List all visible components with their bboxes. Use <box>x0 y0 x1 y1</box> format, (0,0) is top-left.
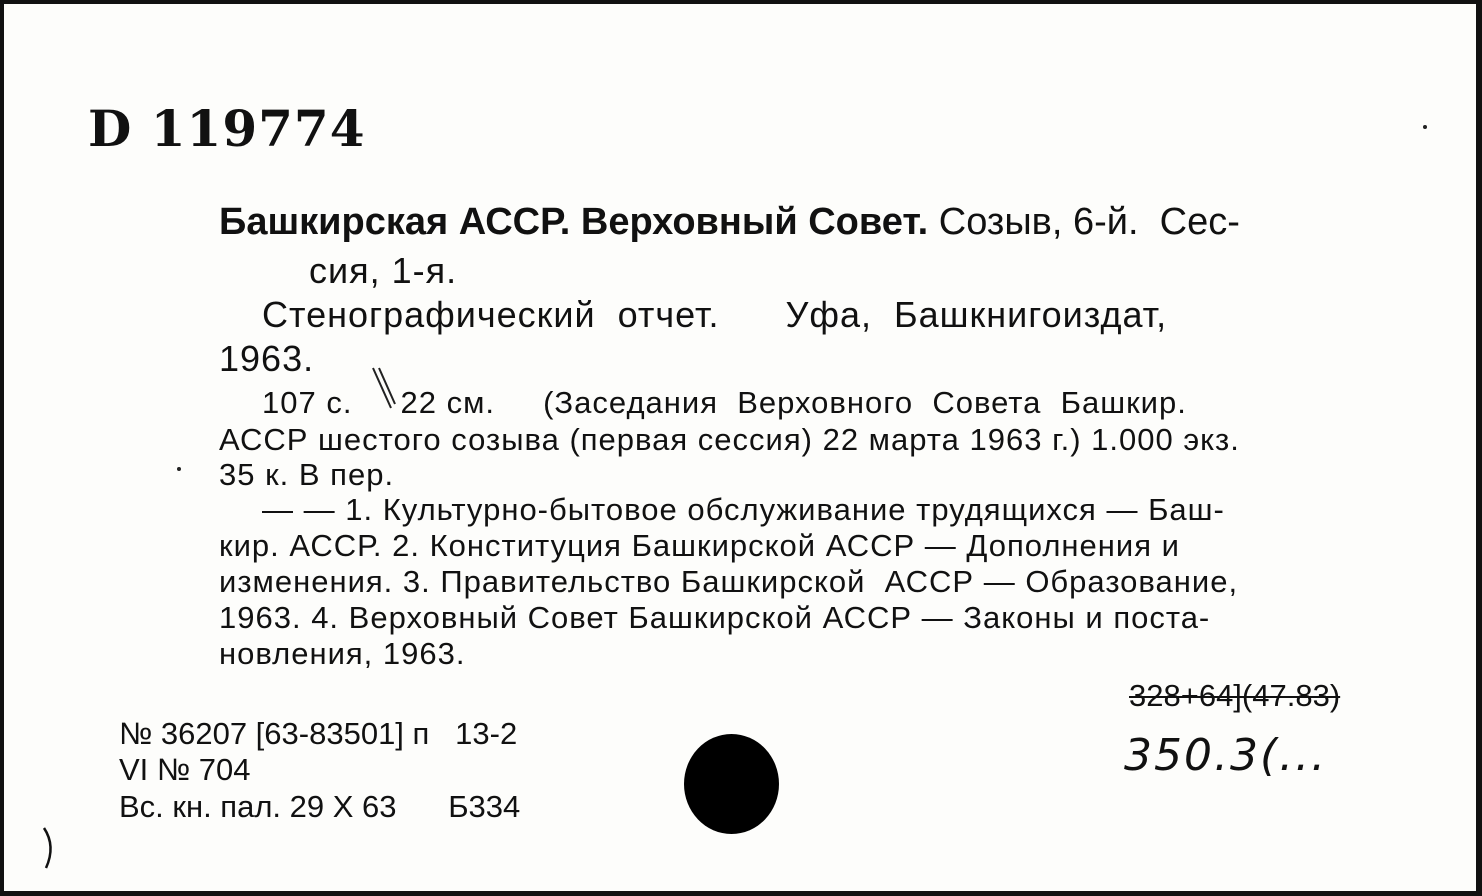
entry-physical-description: 107 с. 22 см. (Заседания Верховного Совета Башкир. <box>262 385 1187 420</box>
heading-author: Башкирская АССР. Верховный Совет. <box>219 201 929 243</box>
classification-old: 328+64](47.83) <box>1129 678 1341 713</box>
subject-line-4: 1963. 4. Верховный Совет Башкирской АССР — Законы и поста- <box>219 600 1211 635</box>
subject-line-5: новления, 1963. <box>219 636 466 671</box>
subject-line-2: кир. АССР. 2. Конституция Башкирской АССР — Дополнения и <box>219 528 1180 563</box>
punch-hole <box>684 734 779 834</box>
entry-heading <box>219 203 1240 241</box>
entry-year-line: 1963. <box>219 338 315 379</box>
bracket-mark <box>34 824 64 874</box>
heading-edition: Созыв, 6-й. Сес- <box>928 201 1240 243</box>
entry-price-line: 35 к. В пер. <box>219 457 395 492</box>
footer-volume-number: VI № 704 <box>119 752 251 787</box>
inventory-number: D 119774 <box>88 99 366 158</box>
entry-title-line: Стенографический отчет. Уфа, Башкнигоиздат, <box>262 294 1168 335</box>
classification-new-handwritten: 350.3(... <box>1124 730 1328 781</box>
pencil-mark <box>369 364 399 414</box>
speck-mark <box>174 464 184 474</box>
subject-line-1: — — 1. Культурно-бытовое обслуживание трудящихся — Баш- <box>262 492 1225 527</box>
speck-mark <box>1420 122 1430 132</box>
footer-chamber-line: Вс. кн. пал. 29 X 63 Б334 <box>119 789 521 824</box>
entry-line-2: сия, 1-я. <box>309 250 458 291</box>
footer-record-number: № 36207 [63-83501] п 13-2 <box>119 716 518 751</box>
entry-series-line: АССР шестого созыва (первая сессия) 22 марта 1963 г.) 1.000 экз. <box>219 422 1240 457</box>
subject-line-3: изменения. 3. Правительство Башкирской АССР — Образование, <box>219 564 1239 599</box>
